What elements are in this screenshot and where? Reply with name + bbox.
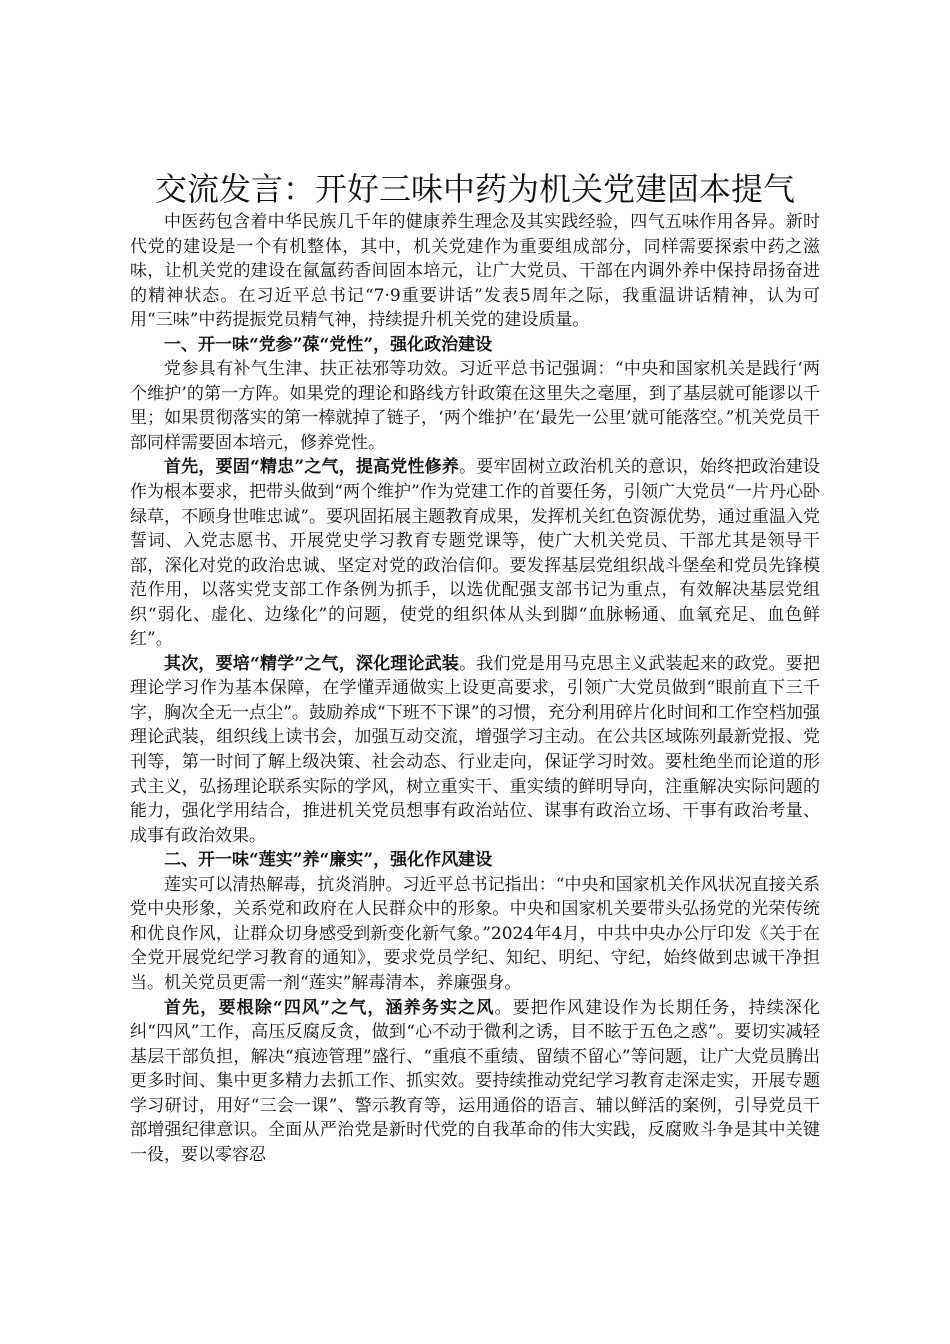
section-two-heading: 二、开一味“莲实”养“廉实”，强化作风建设 <box>164 850 493 871</box>
paragraph-body-text: 。要把作风建设作为长期任务，持续深化纠“四风”工作，高压反腐反贪，做到“心不动于微利之诱，目不眩于五色之惑”。要切实减轻基层干部负担，解决“痕迹管理”盛行、“重痕不重绩、留绩不留心”等问题，让广大党员腾出更多时间、集中更多精力去抓工作、抓实效。要持续推动党纪学习教育走深走实，开展专题学习研讨，用好“三会一课”、警示教育等，运用通俗的语言、辅以鲜活的案例，引导党员干部增强纪律意识。全面从严治党是新时代党的自我革命的伟大实践，反腐败斗争是其中关键一役，要以零容忍 <box>130 997 821 1165</box>
paragraph-lead-text: 其次，要培“精学”之气，深化理论武装 <box>164 653 460 674</box>
intro-paragraph: 中医药包含着中华民族几千年的健康养生理念及其实践经验，四气五味作用各异。新时代党的建设是一个有机整体，其中，机关党建作为重要组成部分，同样需要探索中药之滋味，让机关党的建设在氤氲药香间固本培元，让广大党员、干部在内调外养中保持昂扬奋进的精神状态。在习近平总书记“7·9重要讲话”发表5周年之际，我重温讲话精神，认为可用“三味”中药提振党员精气神，持续提升机关党的建设质量。 <box>130 212 820 331</box>
page-title: 交流发言：开好三味中药为机关党建固本提气 <box>154 170 795 208</box>
paragraph-body-text: 。要牢固树立政治机关的意识，始终把政治建设作为根本要求，把带头做到“两个维护”作为党建工作的首要任务，引领广大党员“一片丹心卧绿草，不顾身世唯忠诚”。要巩固拓展主题教育成果，发挥机关红色资源优势，通过重温入党誓词、入党志愿书、开展党史学习教育专题党课等，使广大机关党员、干部尤其是领导干部，深化对党的政治忠诚、坚定对党的政治信仰。要发挥基层党组织战斗堡垒和党员先锋模范作用，以落实党支部工作条例为抓手，以选优配强支部书记为重点，有效解决基层党组织“弱化、虚化、边缘化”的问题，使党的组织体从头到脚“血脉畅通、血氧充足、血色鲜红”。 <box>130 457 821 650</box>
section-one-paragraph-2 <box>130 455 820 651</box>
paragraph-lead-text: 首先，要固“精忠”之气，提高党性修养 <box>164 457 460 478</box>
section-two-paragraph-1: 莲实可以清热解毒，抗炎消肿。习近平总书记指出：“中央和国家机关作风状况直接关系党中央形象，关系党和政府在人民群众中的形象。中央和国家机关要带头弘扬党的光荣传统和优良作风，让群众切身感受到新变化新气象。”2024年4月，中共中央办公厅印发《关于在全党开展党纪学习教育的通知》，要求党员学纪、知纪、明纪、守纪，始终做到忠诚干净担当。机关党员更需一剂“莲实”解毒清本，养廉强身。 <box>130 874 820 993</box>
section-one-paragraph-3 <box>130 652 820 848</box>
section-two-paragraph-2 <box>130 996 820 1168</box>
document-page <box>130 168 820 1167</box>
paragraph-lead-text: 首先，要根除“四风”之气，涵养务实之风 <box>164 997 495 1018</box>
section-one-paragraph-1: 党参具有补气生津、扶正祛邪等功效。习近平总书记强调：“中央和国家机关是践行‘两个维护’的第一方阵。如果党的理论和路线方针政策在这里失之毫厘，到了基层就可能谬以千里；如果贯彻落实的第一棒就掉了链子，‘两个维护’在‘最先一公里’就可能落空。”机关党员干部同样需要固本培元，修养党性。 <box>130 359 820 453</box>
paragraph-body-text: 。我们党是用马克思主义武装起来的政党。要把理论学习作为基本保障，在学懂弄通做实上设更高要求，引领广大党员做到“眼前直下三千字，胸次全无一点尘”。鼓励养成“下班不下课”的习惯，充分利用碎片化时间和工作空档加强理论武装，组织线上读书会，加强互动交流，增强学习主动。在公共区域陈列最新党报、党刊等，第一时间了解上级决策、社会动态、行业走向，保证学习时效。要杜绝坐而论道的形式主义，弘扬理论联系实际的学风，树立重实干、重实绩的鲜明导向，注重解决实际问题的能力，强化学用结合，推进机关党员想事有政治站位、谋事有政治立场、干事有政治考量、成事有政治效果。 <box>130 653 821 846</box>
section-one-heading: 一、开一味“党参”葆“党性”，强化政治建设 <box>164 334 493 355</box>
